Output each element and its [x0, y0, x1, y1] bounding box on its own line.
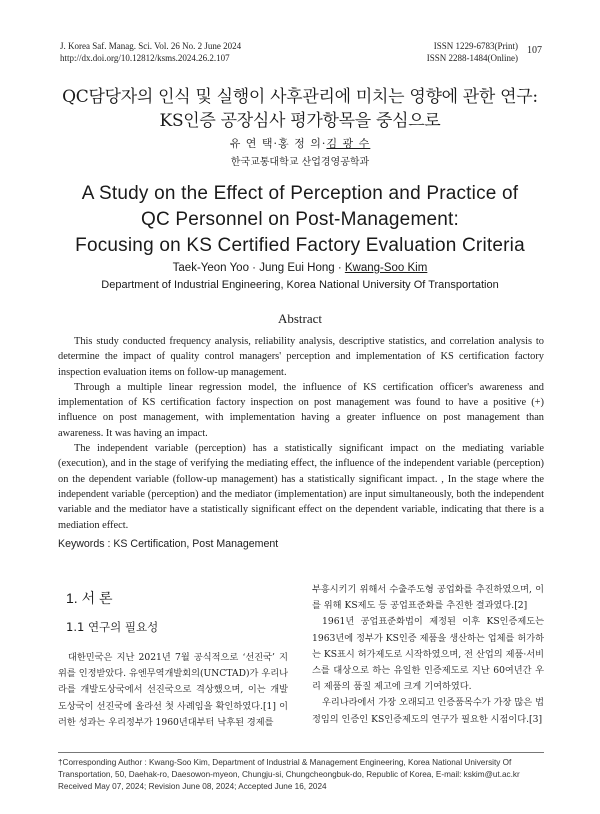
korean-corresponding-author: 김 광 수 [326, 137, 371, 150]
journal-citation: J. Korea Saf. Manag. Sci. Vol. 26 No. 2 June 2024 [60, 41, 242, 51]
left-column-text [58, 650, 288, 731]
received-dates: Received May 07, 2024; Revision June 08, 2024; Accepted June 16, 2024 [58, 782, 327, 791]
english-title-line1: A Study on the Effect of Perception and Practice of [81, 183, 519, 204]
issn-print: ISSN 1229-6783(Print) [433, 41, 518, 51]
right-column-paragraph-1: 부흥시키기 위해서 수출주도형 공업화를 추진하였으며, 이를 위해 KS제도 등 공업표준화를 추진한 결과였다.[2] [312, 584, 544, 612]
korean-title-line2: KS인증 공장심사 평가항목을 중심으로 [159, 111, 441, 131]
korean-affiliation: 한국교통대학교 산업경영공학과 [230, 157, 370, 168]
subsection-heading-need: 1.1 연구의 필요성 [66, 620, 159, 634]
issn-online: ISSN 2288-1484(Online) [426, 53, 518, 63]
abstract-heading: Abstract [277, 311, 323, 326]
abstract-body [58, 334, 544, 533]
korean-authors-main: 유 연 택·홍 정 의· [229, 137, 327, 150]
english-affiliation: Department of Industrial Engineering, Korea National University Of Transportation [101, 279, 499, 291]
doi-link[interactable]: http://dx.doi.org/10.12812/ksms.2024.26.2.107 [60, 53, 230, 63]
footnote [58, 757, 544, 793]
section-heading-introduction: 1. 서 론 [66, 590, 113, 606]
right-column-text [312, 582, 544, 728]
left-column-paragraph: 대한민국은 지난 2021년 7월 공식적으로 ‘선진국’ 지위를 인정받았다. 유엔무역개발회의(UNCTAD)가 우리나라를 개발도상국에서 선진국으로 격상했으며, 이는 개발도상국이 선진국에 올라선 첫 사례임을 확인하였다.[1] 이러한 성과는 우리정부가 1960년대부터 낙후된 경제를 [58, 652, 288, 728]
abstract-paragraph-3: The independent variable (perception) has a statistically significant impact on the mediating variable (execution), and in the stage of verifying the mediating effect, the influence of the independent variable (perception) on the dependent variable (follow-up management) has a statistically significant impact. , In the stage where the independent variable (perception) and the mediator (implementation) are input simultaneously, both the independent variable and the mediator have a statistically significant effect on the dependent variable, indicating that there is a mediation effect. [58, 443, 544, 531]
right-column-paragraph-3: 우리나라에서 가장 오래되고 인증품목수가 가장 많은 법정임의 인증인 KS인증제도의 연구가 필요한 시점이다.[3] [312, 697, 544, 725]
english-corresponding-author: Kwang-Soo Kim [344, 262, 428, 274]
right-column-paragraph-2: 1961년 공업표준화법이 제정된 이후 KS인증제도는 1963년에 정부가 KS인증 제품을 생산하는 업체를 허가하는 KS표시 허가제도로 시작하였으며, 전 산업의 제품·서비스를 대상으로 하는 유일한 인증제도로 지난 60여년간 우리 제품의 품질 제고에 크게 기여하였다. [312, 616, 544, 693]
abstract-paragraph-2: Through a multiple linear regression model, the influence of KS certification officer's awareness and implementation of KS certification factory inspection on post management was found to have a positive (+) influence on post management, with implementation having a greater influence on post management than awareness. It was having an impact. [58, 381, 544, 439]
english-title-line2: QC Personnel on Post-Management: [141, 209, 459, 230]
korean-title-line1: QC담당자의 인식 및 실행이 사후관리에 미치는 영향에 관한 연구: [62, 87, 538, 107]
english-authors [0, 262, 600, 274]
page-number: 107 [527, 45, 542, 56]
korean-authors [0, 135, 600, 151]
journal-header [60, 40, 241, 64]
corresponding-author-note: †Corresponding Author : Kwang-Soo Kim, Department of Industrial & Management Engineering, Korea National University Of Transportation, 50, Daehak-ro, Daesowon-myeon, Chungju-si, Chungcheongbuk-do, Republic of Korea, E-mail: kskim@ut.ac.kr [58, 758, 520, 779]
english-authors-main: Taek-Yeon Yoo · Jung Eui Hong · [172, 262, 345, 274]
english-title-line3: Focusing on KS Certified Factory Evaluation Criteria [75, 235, 525, 256]
footnote-divider [58, 752, 544, 753]
issn-block [427, 40, 518, 64]
keywords: Keywords : KS Certification, Post Management [58, 538, 279, 550]
abstract-paragraph-1: This study conducted frequency analysis, reliability analysis, descriptive statistics, and correlation analysis to determine the impact of quality control managers' perception and implementation of KS certification factory inspection evaluation items on follow-up management. [58, 336, 544, 378]
